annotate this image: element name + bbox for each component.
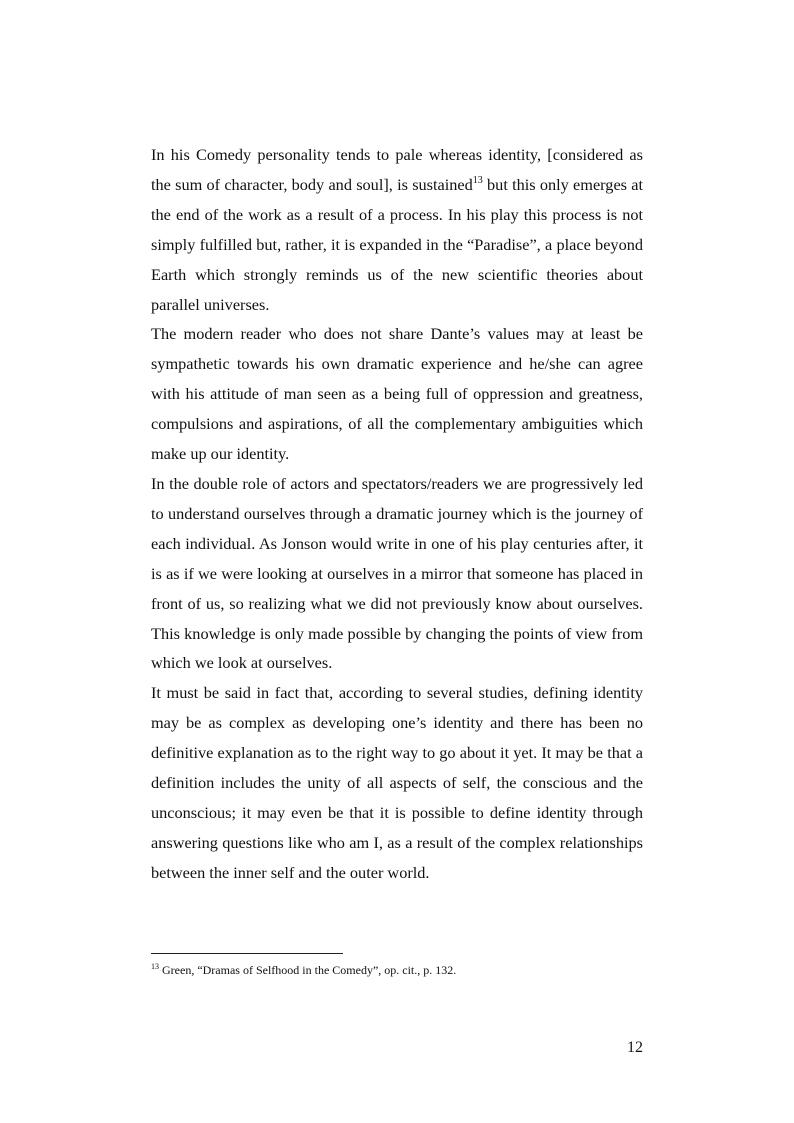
footnote — [151, 961, 643, 979]
footnote-divider — [151, 953, 343, 954]
paragraph-4: It must be said in fact that, according to several studies, defining identity may be as complex as developing one’s identity and there has been no definitive explanation as to the right way to go about it yet. It may be that a definition includes the unity of all aspects of self, the conscious and the unconscious; it may even be that it is possible to define identity through answering questions like who am I, as a result of the complex relationships between the inner self and the outer world. — [151, 683, 643, 882]
footnote-reference: 13 — [472, 174, 483, 186]
paragraph-3: In the double role of actors and spectators/readers we are progressively led to understand ourselves through a dramatic journey which is the journey of each individual. As Jonson would write in one of his play centuries after, it is as if we were looking at ourselves in a mirror that someone has placed in front of us, so realizing what we did not previously know about ourselves. This knowledge is only made possible by changing the points of view from which we look at ourselves. — [151, 473, 643, 673]
page-number: 12 — [627, 1039, 643, 1056]
paragraph-1-text-b: but this only emerges at the end of the work as a result of a process. In his play this process is not simply fulfilled but, rather, it is expanded in the “Paradise”, a place beyond Earth which strongly reminds us of the new scientific theories about parallel universes. — [151, 174, 644, 314]
paragraph-1-text-a: In his Comedy personality tends to pale whereas identity, [considered as the sum of character, body and soul], is sustained — [151, 145, 643, 194]
paragraph-2: The modern reader who does not share Dante’s values may at least be sympathetic towards his own dramatic experience and he/she can agree with his attitude of man seen as a being full of oppression and greatness, compulsions and aspirations, of all the complementary ambiguities which make up our identity. — [151, 324, 643, 464]
footnote-number: 13 — [151, 962, 159, 971]
footnote-text: Green, “Dramas of Selfhood in the Comedy”, op. cit., p. 132. — [159, 963, 457, 977]
body-text — [151, 140, 643, 888]
paragraph-1 — [151, 140, 643, 319]
